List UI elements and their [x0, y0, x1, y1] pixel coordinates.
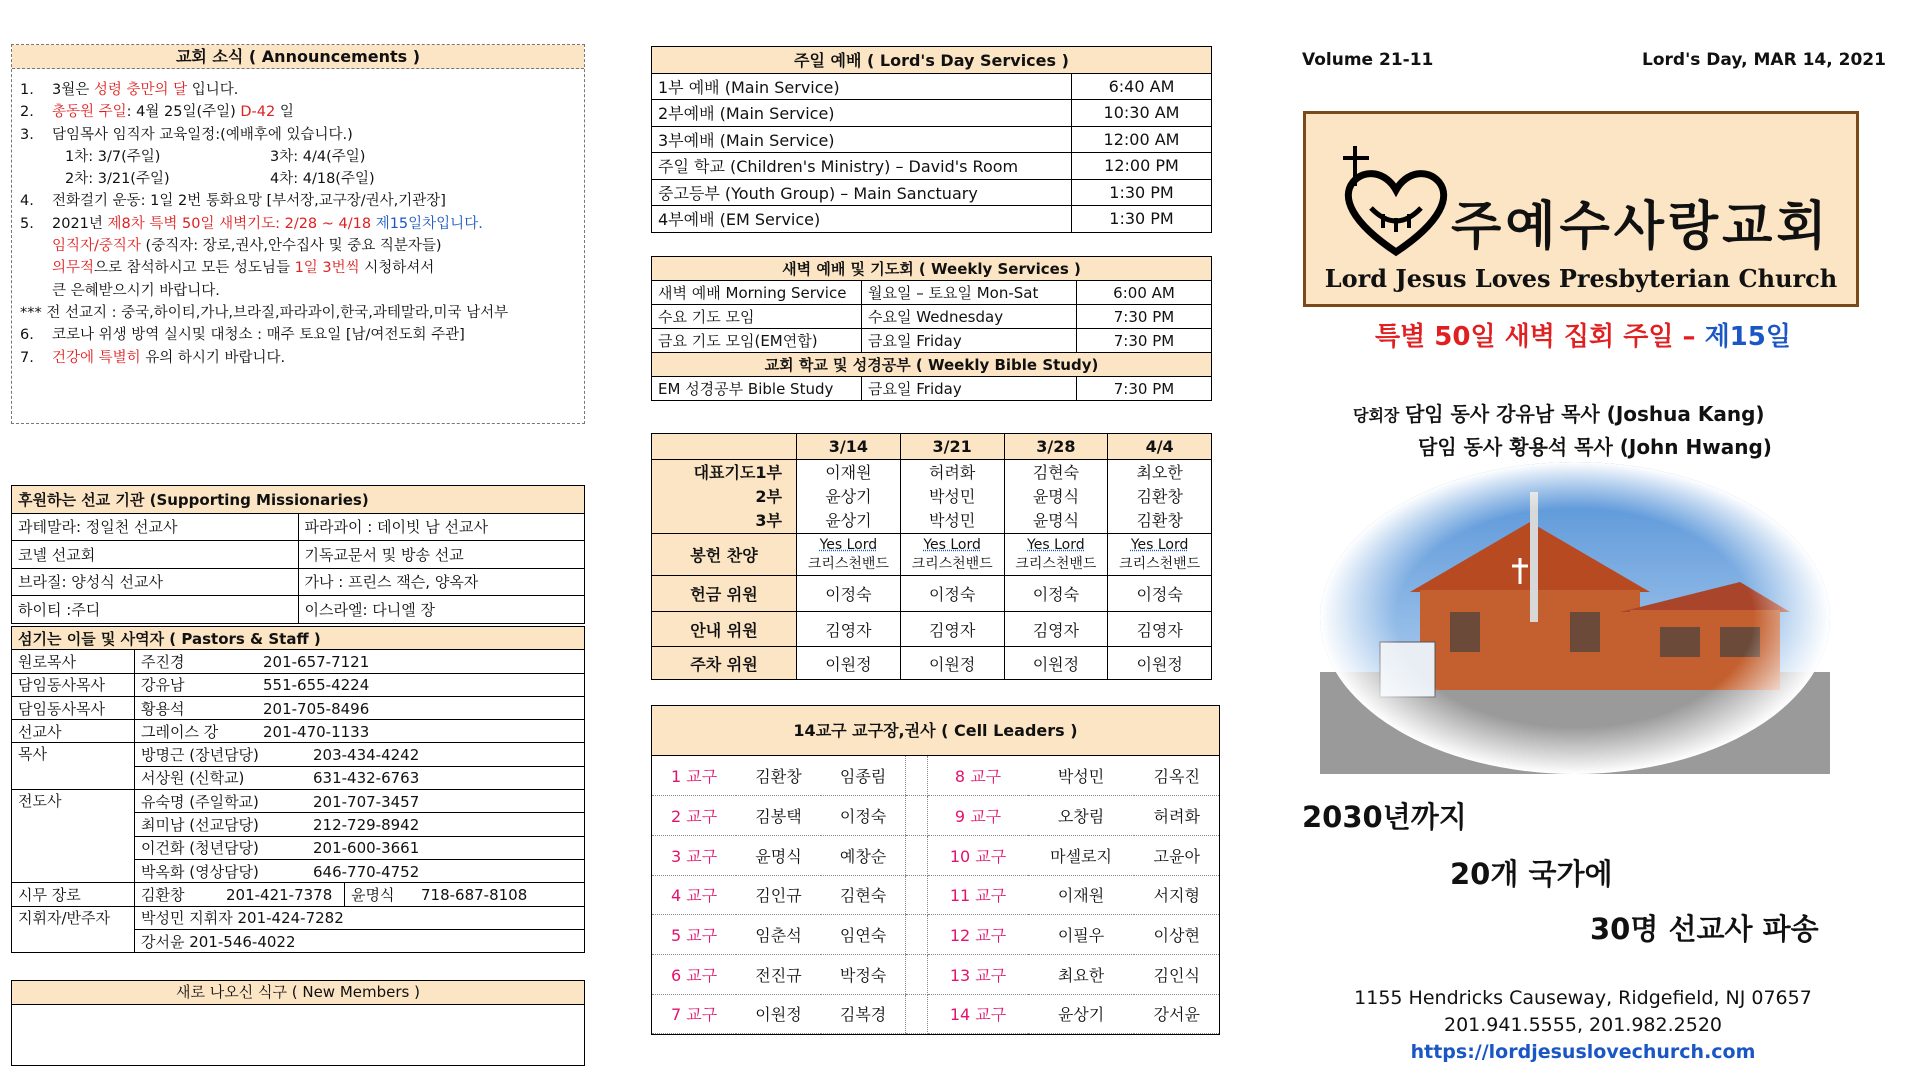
staff-table	[11, 626, 585, 953]
church-name-english: Lord Jesus Loves Presbyterian Church	[1324, 264, 1838, 293]
announcement-item: 1. 3월은 성령 충만의 달 입니다.	[20, 82, 239, 98]
associate-pastor-line: 담임 동사 황용석 목사 (John Hwang)	[1418, 435, 1772, 459]
table-row: 하이티 :주디 이스라엘: 다니엘 장	[12, 596, 585, 624]
announcement-item: *** 전 선교지 : 중국,하이티,가나,브라질,파라과이,한국,과테말라,미국 남서부	[20, 304, 509, 321]
church-website-link[interactable]: https://lordjesuslovechurch.com	[1410, 1041, 1756, 1063]
weekly-title: 새벽 예배 및 기도회 ( Weekly Services )	[652, 257, 1212, 281]
table-row: 수요 기도 모임 수요일 Wednesday 7:30 PM	[652, 305, 1212, 329]
table-row: 최미남 (선교담당) 212-729-8942	[12, 813, 585, 836]
training-schedule-row: 2차: 3/21(주일) 4차: 4/18(주일)	[65, 171, 375, 188]
new-members-box	[11, 980, 585, 1066]
vision-line-2: 20개 국가에	[1450, 857, 1613, 891]
table-row: 3부예배 (Main Service) 12:00 AM	[652, 126, 1212, 153]
table-row: 7 교구 이원정 김복경 14 교구 윤상기 강서윤	[652, 994, 1219, 1034]
table-row: 2 교구 김봉택 이정숙 9 교구 오창림 허려화	[652, 796, 1219, 836]
table-row: 목사 방명근 (장년담당) 203-434-4242	[12, 743, 585, 766]
table-row: 대표기도1부 2부 3부 이재원 윤상기 윤상기 허려화 박성민 박성민 김현숙 윤명식 윤명식 최오한 김환창 김환창	[652, 460, 1212, 534]
announcement-item: 6. 코로나 위생 방역 실시및 대청소 : 매주 토요일 [남/여전도회 주관]	[20, 327, 465, 344]
table-row: 2부예배 (Main Service) 10:30 AM	[652, 100, 1212, 127]
table-row: 중고등부 (Youth Group) – Main Sanctuary 1:30 PM	[652, 179, 1212, 206]
table-row: 지휘자/반주자 박성민 지휘자 201-424-7282	[12, 906, 585, 929]
announcements-list	[12, 69, 584, 369]
table-row: 코넬 선교회 기독교문서 및 방송 선교	[12, 541, 585, 569]
training-schedule-row: 1차: 3/7(주일) 3차: 4/4(주일)	[65, 148, 366, 165]
staff-title: 섬기는 이들 및 사역자 ( Pastors & Staff )	[12, 627, 585, 650]
table-row: 금요 기도 모임(EM연합) 금요일 Friday 7:30 PM	[652, 329, 1212, 353]
missionaries-title: 후원하는 선교 기관 (Supporting Missionaries)	[12, 486, 585, 514]
lords-day-services-table	[651, 46, 1212, 233]
announcements-title: 교회 소식 ( Announcements )	[12, 45, 584, 69]
table-row: 주일 학교 (Children's Ministry) – David's Room 12:00 PM	[652, 153, 1212, 180]
announcement-item: 7. 건강에 특별히 유의 하시기 바랍니다.	[20, 349, 286, 366]
church-logo-banner	[1303, 111, 1859, 307]
services-title: 주일 예배 ( Lord's Day Services )	[652, 47, 1212, 74]
table-row: 시무 장로 김환창 201-421-7378 윤명식 718-687-8108	[12, 883, 585, 906]
table-row: 안내 위원 김영자 김영자 김영자 김영자	[652, 612, 1212, 647]
special-service-banner: 특별 50일 새벽 집회 주일 – 제15일	[1375, 322, 1791, 352]
table-row: 과테말라: 정일천 선교사 파라과이 : 데이빗 남 선교사	[12, 513, 585, 541]
table-row: EM 성경공부 Bible Study 금요일 Friday 7:30 PM	[652, 377, 1212, 401]
table-row: 주차 위원 이원정 이원정 이원정 이원정	[652, 647, 1212, 680]
heart-cross-logo-icon	[1341, 142, 1451, 262]
table-row: 서상원 (신학교) 631-432-6763	[12, 766, 585, 789]
table-row: 박옥화 (영상담당) 646-770-4752	[12, 859, 585, 882]
announcement-item: 4. 전화걸기 운동: 1일 2번 통화요망 [부서장,교구장/권사,기관장]	[20, 193, 446, 210]
table-row: 원로목사 주진경 201-657-7121	[12, 650, 585, 673]
table-row: 4 교구 김인규 김현숙 11 교구 이재원 서지형	[652, 875, 1219, 915]
cell-leaders-table	[652, 756, 1219, 1034]
church-name-korean: 주예수사랑교회	[1451, 197, 1831, 257]
worship-roles-table	[651, 433, 1212, 680]
table-row: 6 교구 전진규 박정숙 13 교구 최요한 김인식	[652, 954, 1219, 994]
table-row: 선교사 그레이스 강 201-470-1133	[12, 720, 585, 743]
table-row: 담임동사목사 강유남 551-655-4224	[12, 673, 585, 696]
announcement-item: 큰 은혜받으시기 바랍니다.	[52, 282, 220, 299]
church-building-image	[1320, 462, 1830, 774]
volume-label: Volume 21-11	[1302, 50, 1434, 70]
church-phones: 201.941.5555, 201.982.2520	[1443, 1014, 1722, 1036]
table-row: 5 교구 임춘석 임연숙 12 교구 이필우 이상현	[652, 915, 1219, 955]
announcements-box	[11, 44, 585, 424]
bible-study-title: 교회 학교 및 성경공부 ( Weekly Bible Study)	[652, 353, 1212, 377]
table-row: 3 교구 윤명식 예창순 10 교구 마셀로지 고윤아	[652, 835, 1219, 875]
announcement-item: 3. 담임목사 임직자 교육일정:(예배후에 있습니다.)	[20, 126, 353, 143]
bulletin-date: Lord's Day, MAR 14, 2021	[1642, 50, 1886, 70]
announcement-item: 2. 총동원 주일: 4월 25일(주일) D-42 일	[20, 104, 294, 121]
table-row: 1부 예배 (Main Service) 6:40 AM	[652, 73, 1212, 100]
table-row: 4부예배 (EM Service) 1:30 PM	[652, 206, 1212, 233]
church-address: 1155 Hendricks Causeway, Ridgefield, NJ 07657	[1354, 987, 1812, 1009]
table-row: 전도사 유숙명 (주일학교) 201-707-3457	[12, 790, 585, 813]
announcement-item: 의무적으로 참석하시고 모든 성도님들 1일 3번씩 시청하셔서	[52, 260, 435, 277]
missionaries-table	[11, 485, 585, 624]
new-members-title: 새로 나오신 식구 ( New Members )	[12, 981, 584, 1005]
contact-block	[1303, 985, 1863, 1066]
announcement-item: 임직자/중직자 (중직자: 장로,권사,안수집사 및 중요 직분자들)	[52, 238, 442, 255]
table-row: 브라질: 양성식 선교사 가나 : 프린스 잭슨, 양옥자	[12, 568, 585, 596]
cell-leaders-box	[651, 705, 1220, 1035]
senior-pastor-line: 당회장 담임 동사 강유남 목사 (Joshua Kang)	[1353, 402, 1765, 426]
announcement-item: 5. 2021년 제8차 특벽 50일 새벽기도: 2/28 ~ 4/18 제15일차입니다.	[20, 215, 483, 232]
table-row: 헌금 위원 이정숙 이정숙 이정숙 이정숙	[652, 576, 1212, 612]
table-row: 새벽 예배 Morning Service 월요일 – 토요일 Mon-Sat 6:00 AM	[652, 281, 1212, 305]
table-row: 담임동사목사 황용석 201-705-8496	[12, 696, 585, 719]
table-row: 이건화 (청년담당) 201-600-3661	[12, 836, 585, 859]
cell-leaders-title: 14교구 교구장,권사 ( Cell Leaders )	[652, 706, 1219, 756]
weekly-services-table	[651, 256, 1212, 401]
vision-line-1: 2030년까지	[1302, 800, 1467, 834]
table-row: 강서윤 201-546-4022	[12, 929, 585, 952]
vision-line-3: 30명 선교사 파송	[1590, 912, 1819, 946]
table-header-row: 3/14 3/21 3/28 4/4	[652, 434, 1212, 460]
table-row: 1 교구 김환창 임종림 8 교구 박성민 김옥진	[652, 756, 1219, 796]
table-row: 봉헌 찬양 Yes Lord 크리스천밴드 Yes Lord 크리스천밴드 Yes Lord 크리스천밴드 Yes Lord 크리스천밴드	[652, 534, 1212, 576]
